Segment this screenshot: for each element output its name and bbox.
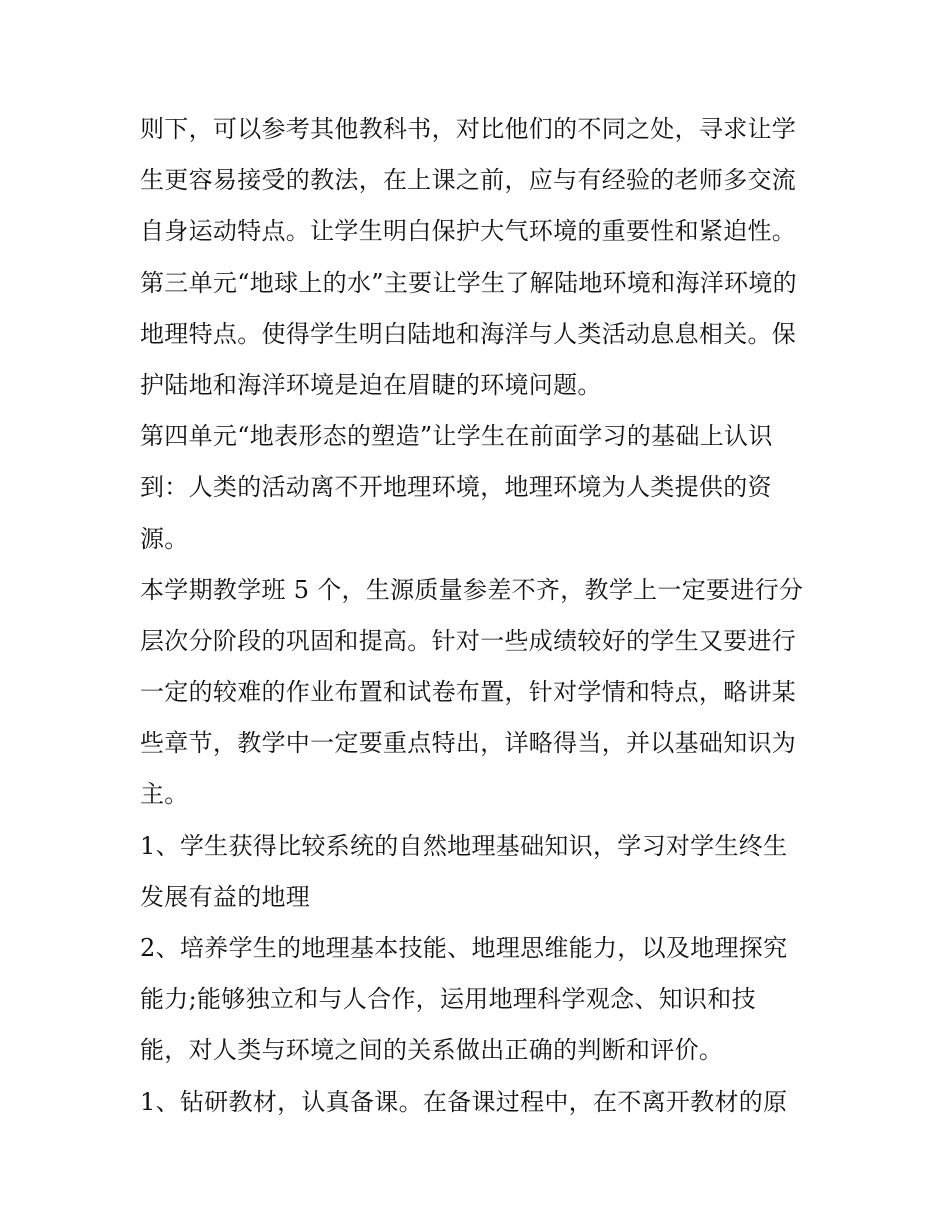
text-line-20: 1、钻研教材，认真备课。在备课过程中，在不离开教材的原 <box>140 1087 788 1116</box>
text-line-14: 主。 <box>140 780 189 809</box>
text-line-1: 则下，可以参考其他教科书，对比他们的不同之处，寻求让学 <box>140 115 797 143</box>
text-line-8: 到：人类的活动离不开地理环境，地理环境为人类提供的资 <box>140 473 772 502</box>
text-line-15: 1、学生获得比较系统的自然地理基础知识，学习对学生终生 <box>140 831 788 860</box>
text-line-3: 自身运动特点。让学生明白保护大气环境的重要性和紧迫性。 <box>140 217 797 246</box>
document-body <box>140 104 820 1128</box>
text-line-12: 一定的较难的作业布置和试卷布置，针对学情和特点，略讲某 <box>140 678 797 707</box>
text-line-11: 层次分阶段的巩固和提高。针对一些成绩较好的学生又要进行 <box>140 626 797 655</box>
text-line-4: 第三单元“地球上的水”主要让学生了解陆地环境和海洋环境的 <box>140 268 797 297</box>
text-line-17: 2、培养学生的地理基本技能、地理思维能力，以及地理探究 <box>140 934 788 962</box>
text-line-10: 本学期教学班 5 个，生源质量参差不齐，教学上一定要进行分 <box>140 575 804 604</box>
text-line-5: 地理特点。使得学生明白陆地和海洋与人类活动息息相关。保 <box>140 319 797 348</box>
text-line-6: 护陆地和海洋环境是迫在眉睫的环境问题。 <box>140 370 602 399</box>
text-line-18: 能力;能够独立和与人合作，运用地理科学观念、知识和技 <box>140 985 756 1014</box>
text-line-16: 发展有益的地理 <box>140 882 311 911</box>
text-line-19: 能，对人类与环境之间的关系做出正确的判断和评价。 <box>140 1036 724 1065</box>
text-line-2: 生更容易接受的教法，在上课之前，应与有经验的老师多交流 <box>140 166 797 195</box>
text-line-9: 源。 <box>140 524 189 553</box>
text-line-13: 些章节，教学中一定要重点特出，详略得当，并以基础知识为 <box>140 729 797 758</box>
text-line-7: 第四单元“地表形态的塑造”让学生在前面学习的基础上认识 <box>140 422 773 451</box>
